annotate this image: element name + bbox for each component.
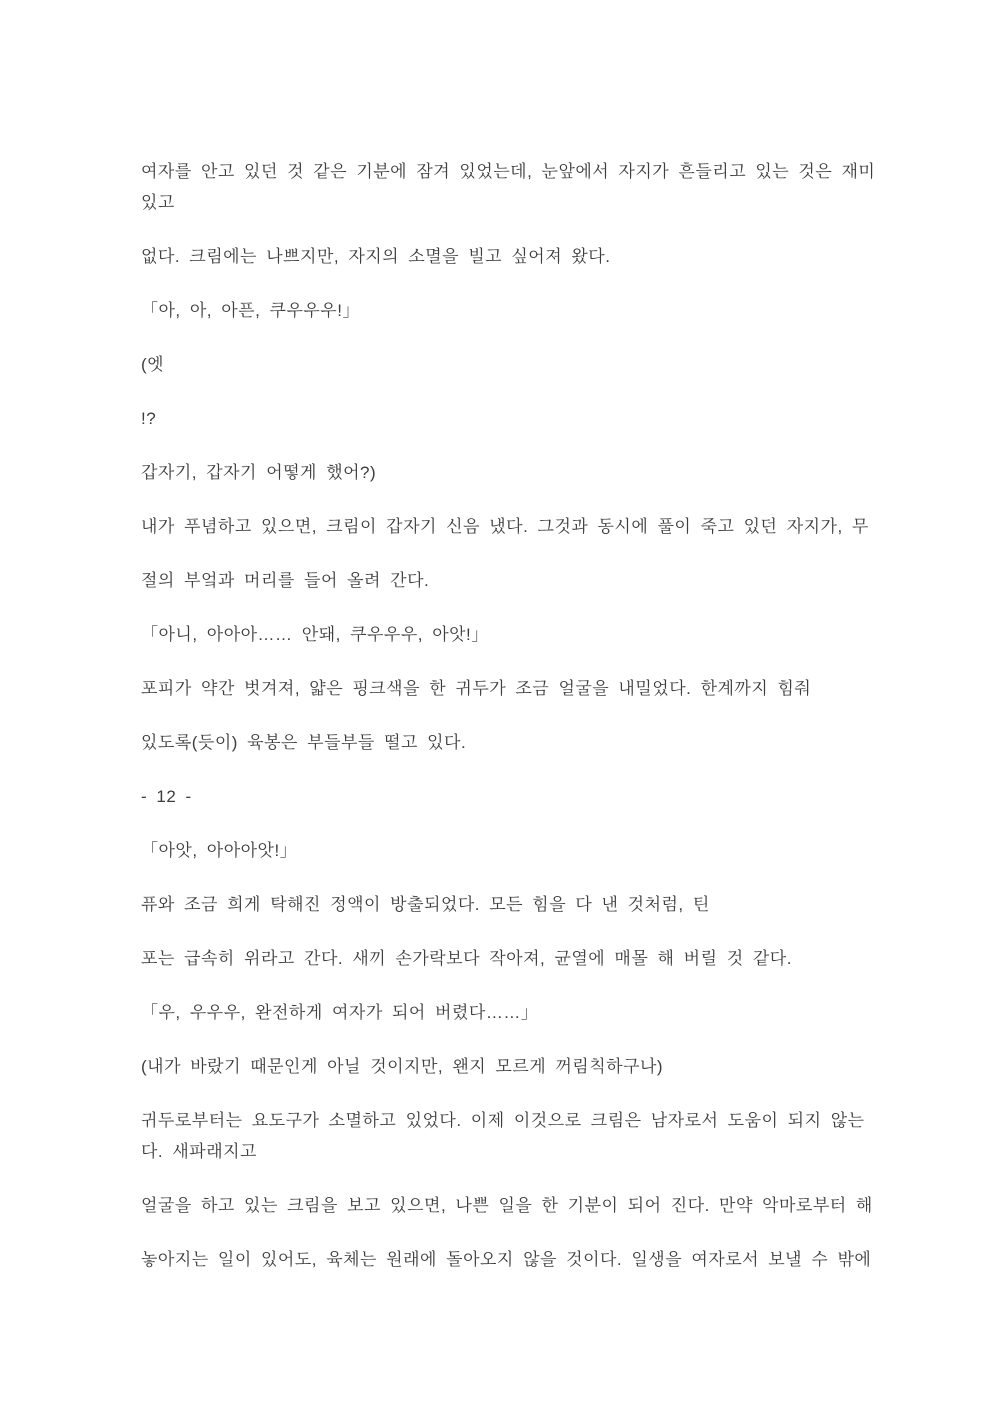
paragraph [141,1190,873,1221]
text-line: 있고 [141,193,175,212]
thought-line [141,457,867,488]
text-line: 내가 푸념하고 있으면, 크림이 갑자기 신음 냈다. 그것과 동시에 풀이 죽고 있던 자지가, 무 [141,517,869,536]
paragraph [141,565,867,596]
dialogue-line [141,835,867,866]
text-line: 있도록(듯이) 육봉은 부들부들 떨고 있다. [141,733,467,752]
dialogue-line [141,619,867,650]
paragraph [141,943,867,974]
text-line: - 12 - [141,787,192,806]
page-number [141,781,867,812]
paragraph [141,241,867,272]
text-line: 없다. 크림에는 나쁘지만, 자지의 소멸을 빌고 싶어져 왔다. [141,247,611,266]
dialogue-line [141,295,867,326]
paragraph [141,511,867,542]
text-line: 「아니, 아아아…… 안돼, 쿠우우우, 아앗!」 [141,625,489,644]
paragraph [141,673,867,704]
text-line: (내가 바랐기 때문인게 아닐 것이지만, 왠지 모르게 꺼림칙하구나) [141,1057,664,1076]
text-line: 갑자기, 갑자기 어떻게 했어?) [141,463,377,482]
text-line: 얼굴을 하고 있는 크림을 보고 있으면, 나쁜 일을 한 기분이 되어 진다. 만약 악마로부터 해 [141,1196,873,1215]
text-line: 다. 새파래지고 [141,1142,257,1161]
text-line: !? [141,409,157,428]
text-line: 포피가 약간 벗겨져, 얇은 핑크색을 한 귀두가 조금 얼굴을 내밀었다. 한계까지 힘줘 [141,679,812,698]
text-line: 귀두로부터는 요도구가 소멸하고 있었다. 이제 이것으로 크림은 남자로서 도움이 되지 않는 [141,1111,865,1130]
paragraph [141,1244,872,1275]
text-line: 「아앗, 아아아앗!」 [141,841,298,860]
text-line: 여자를 안고 있던 것 같은 기분에 잠겨 있었는데, 눈앞에서 자지가 흔들리고 있는 것은 재미 [141,162,876,181]
text-line: 퓨와 조금 희게 탁해진 정액이 방출되었다. 모든 힘을 다 낸 것처럼, 틴 [141,895,710,914]
text-line: 「아, 아, 아픈, 쿠우우우!」 [141,301,360,320]
thought-line [141,1051,867,1082]
text-line: 포는 급속히 위라고 간다. 새끼 손가락보다 작아져, 균열에 매몰 해 버릴 것 같다. [141,949,792,968]
text-line: (엣 [141,355,165,374]
text-line: 절의 부엌과 머리를 들어 올려 간다. [141,571,430,590]
thought-line [141,403,867,434]
paragraph [141,727,867,758]
thought-line [141,349,867,380]
dialogue-line [141,997,867,1028]
text-line: 「우, 우우우, 완전하게 여자가 되어 버렸다……」 [141,1003,539,1022]
text-line: 놓아지는 일이 있어도, 육체는 원래에 돌아오지 않을 것이다. 일생을 여자로서 보낼 수 밖에 [141,1250,872,1269]
paragraph [141,889,867,920]
paragraph [141,1105,867,1167]
document-content [141,156,876,1275]
paragraph [141,156,876,218]
